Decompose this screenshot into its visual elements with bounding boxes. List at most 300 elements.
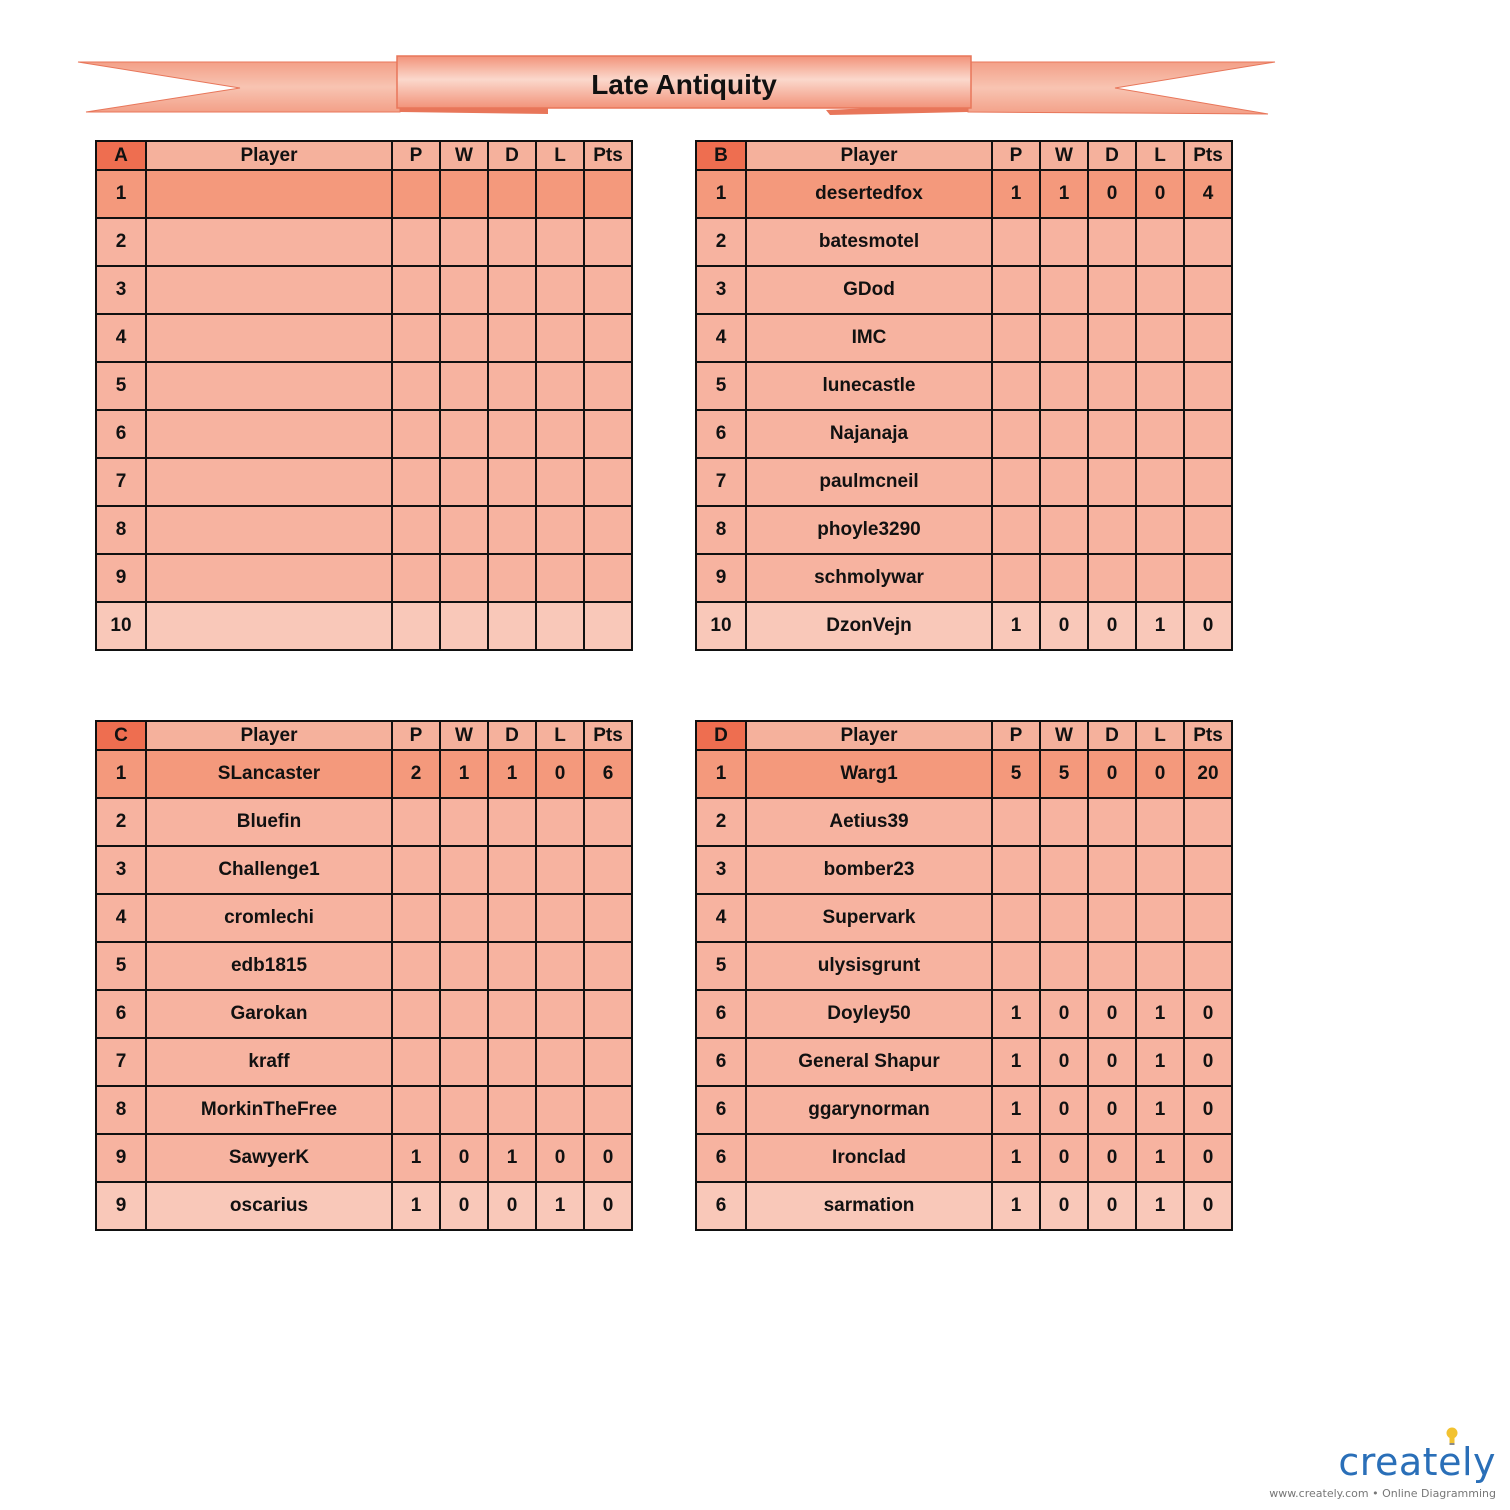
cell-pts: 0 xyxy=(584,1182,632,1230)
cell-p: 1 xyxy=(992,170,1040,218)
cell-l: 1 xyxy=(1136,990,1184,1038)
cell-w xyxy=(440,894,488,942)
table-row xyxy=(96,750,632,798)
cell-d xyxy=(488,458,536,506)
cell-p xyxy=(392,458,440,506)
cell-p: 1 xyxy=(392,1134,440,1182)
cell-l xyxy=(1136,458,1184,506)
cell-l xyxy=(536,506,584,554)
cell-pts xyxy=(584,602,632,650)
cell-p xyxy=(392,314,440,362)
column-header-w: W xyxy=(440,141,488,170)
cell-d: 0 xyxy=(1088,990,1136,1038)
cell-w: 0 xyxy=(1040,990,1088,1038)
cell-l: 0 xyxy=(1136,170,1184,218)
table-row xyxy=(696,314,1232,362)
cell-name: ggarynorman xyxy=(746,1086,992,1134)
cell-w: 1 xyxy=(1040,170,1088,218)
cell-name xyxy=(146,554,392,602)
table-row xyxy=(696,1086,1232,1134)
cell-d xyxy=(488,362,536,410)
cell-l xyxy=(536,942,584,990)
cell-l xyxy=(536,846,584,894)
table-row xyxy=(696,1182,1232,1230)
table-row xyxy=(696,1038,1232,1086)
cell-pts xyxy=(584,894,632,942)
table-row xyxy=(96,990,632,1038)
cell-pts xyxy=(1184,798,1232,846)
cell-w: 0 xyxy=(440,1182,488,1230)
column-header-d: D xyxy=(1088,721,1136,750)
cell-p: 1 xyxy=(992,1134,1040,1182)
table-row xyxy=(696,942,1232,990)
cell-name: Supervark xyxy=(746,894,992,942)
cell-p: 1 xyxy=(992,602,1040,650)
cell-d xyxy=(488,506,536,554)
column-header-l: L xyxy=(536,721,584,750)
cell-pts: 0 xyxy=(1184,1182,1232,1230)
cell-p xyxy=(392,506,440,554)
cell-rank: 8 xyxy=(696,506,746,554)
cell-p xyxy=(992,314,1040,362)
table-row xyxy=(96,1182,632,1230)
cell-name xyxy=(146,362,392,410)
cell-w xyxy=(440,170,488,218)
cell-p xyxy=(992,362,1040,410)
cell-l xyxy=(1136,218,1184,266)
cell-pts: 0 xyxy=(1184,602,1232,650)
cell-w xyxy=(440,458,488,506)
column-header-player: Player xyxy=(146,141,392,170)
table-row xyxy=(696,798,1232,846)
column-header-d: D xyxy=(488,721,536,750)
cell-d xyxy=(1088,218,1136,266)
cell-w xyxy=(440,410,488,458)
cell-pts xyxy=(584,990,632,1038)
cell-pts xyxy=(1184,942,1232,990)
column-header-pts: Pts xyxy=(1184,141,1232,170)
cell-name xyxy=(146,266,392,314)
column-header-p: P xyxy=(392,721,440,750)
cell-w xyxy=(1040,942,1088,990)
cell-rank: 10 xyxy=(96,602,146,650)
cell-name: Ironclad xyxy=(746,1134,992,1182)
cell-d xyxy=(1088,554,1136,602)
cell-rank: 2 xyxy=(696,798,746,846)
cell-d: 1 xyxy=(488,1134,536,1182)
cell-p xyxy=(392,602,440,650)
table-row xyxy=(696,894,1232,942)
cell-p xyxy=(392,554,440,602)
cell-d: 0 xyxy=(1088,1038,1136,1086)
group-table-d xyxy=(695,720,1233,1231)
cell-p: 1 xyxy=(392,1182,440,1230)
table-row xyxy=(696,410,1232,458)
cell-rank: 8 xyxy=(96,1086,146,1134)
column-header-pts: Pts xyxy=(1184,721,1232,750)
cell-rank: 5 xyxy=(96,362,146,410)
column-header-pts: Pts xyxy=(584,141,632,170)
cell-w: 0 xyxy=(1040,1086,1088,1134)
cell-d xyxy=(1088,942,1136,990)
cell-name xyxy=(146,458,392,506)
column-header-d: D xyxy=(1088,141,1136,170)
cell-l: 1 xyxy=(1136,1038,1184,1086)
cell-rank: 5 xyxy=(696,942,746,990)
table-row xyxy=(96,1086,632,1134)
cell-l xyxy=(536,170,584,218)
cell-rank: 6 xyxy=(696,1086,746,1134)
table-row xyxy=(96,1134,632,1182)
cell-l xyxy=(536,218,584,266)
column-header-pts: Pts xyxy=(584,721,632,750)
group-letter: C xyxy=(96,721,146,750)
cell-d: 0 xyxy=(1088,1134,1136,1182)
cell-pts xyxy=(584,1038,632,1086)
cell-name xyxy=(146,170,392,218)
logo-wordmark: creately xyxy=(1338,1440,1496,1484)
table-header xyxy=(96,141,632,170)
cell-name: bomber23 xyxy=(746,846,992,894)
cell-w: 0 xyxy=(1040,1038,1088,1086)
cell-w xyxy=(1040,894,1088,942)
cell-p xyxy=(992,506,1040,554)
column-header-l: L xyxy=(536,141,584,170)
cell-rank: 4 xyxy=(96,894,146,942)
table-row xyxy=(96,170,632,218)
cell-d xyxy=(488,894,536,942)
cell-l xyxy=(1136,846,1184,894)
cell-rank: 4 xyxy=(696,314,746,362)
cell-l xyxy=(1136,798,1184,846)
table-row xyxy=(696,990,1232,1038)
cell-l xyxy=(536,798,584,846)
cell-w xyxy=(440,314,488,362)
column-header-p: P xyxy=(992,721,1040,750)
cell-pts xyxy=(584,218,632,266)
cell-p xyxy=(992,266,1040,314)
cell-l xyxy=(1136,554,1184,602)
cell-name: Doyley50 xyxy=(746,990,992,1038)
cell-rank: 6 xyxy=(96,990,146,1038)
table-header xyxy=(96,721,632,750)
cell-pts: 20 xyxy=(1184,750,1232,798)
cell-l xyxy=(536,1086,584,1134)
cell-name: edb1815 xyxy=(146,942,392,990)
cell-d xyxy=(488,846,536,894)
cell-w xyxy=(1040,846,1088,894)
cell-rank: 3 xyxy=(696,846,746,894)
cell-name: batesmotel xyxy=(746,218,992,266)
cell-d xyxy=(1088,894,1136,942)
table-row xyxy=(696,1134,1232,1182)
cell-name: Aetius39 xyxy=(746,798,992,846)
cell-p xyxy=(992,846,1040,894)
cell-d: 0 xyxy=(1088,750,1136,798)
cell-w xyxy=(1040,314,1088,362)
table-row xyxy=(96,1038,632,1086)
cell-pts xyxy=(584,942,632,990)
cell-l xyxy=(1136,314,1184,362)
column-header-player: Player xyxy=(146,721,392,750)
table-row xyxy=(96,218,632,266)
cell-p xyxy=(392,1086,440,1134)
cell-rank: 2 xyxy=(96,798,146,846)
cell-pts: 6 xyxy=(584,750,632,798)
cell-rank: 3 xyxy=(696,266,746,314)
cell-l: 1 xyxy=(1136,1134,1184,1182)
cell-pts xyxy=(1184,506,1232,554)
cell-name: MorkinTheFree xyxy=(146,1086,392,1134)
column-header-d: D xyxy=(488,141,536,170)
table-row xyxy=(96,458,632,506)
table-row xyxy=(696,750,1232,798)
cell-p xyxy=(392,218,440,266)
table-row xyxy=(96,314,632,362)
cell-d xyxy=(1088,798,1136,846)
cell-name: Najanaja xyxy=(746,410,992,458)
cell-name: GDod xyxy=(746,266,992,314)
cell-p xyxy=(992,894,1040,942)
cell-rank: 9 xyxy=(96,554,146,602)
cell-w: 1 xyxy=(440,750,488,798)
cell-rank: 7 xyxy=(96,1038,146,1086)
cell-p xyxy=(392,894,440,942)
cell-p: 1 xyxy=(992,1038,1040,1086)
cell-l xyxy=(536,894,584,942)
cell-p xyxy=(992,410,1040,458)
cell-rank: 6 xyxy=(96,410,146,458)
cell-d: 0 xyxy=(1088,1182,1136,1230)
table-header xyxy=(696,141,1232,170)
cell-rank: 5 xyxy=(696,362,746,410)
table-header xyxy=(696,721,1232,750)
table-row xyxy=(96,506,632,554)
cell-rank: 1 xyxy=(96,170,146,218)
banner-right-tail xyxy=(968,62,1275,114)
cell-name: kraff xyxy=(146,1038,392,1086)
cell-name xyxy=(146,410,392,458)
cell-w xyxy=(440,1086,488,1134)
cell-rank: 9 xyxy=(96,1182,146,1230)
table-row xyxy=(96,554,632,602)
group-letter: D xyxy=(696,721,746,750)
cell-w xyxy=(1040,458,1088,506)
cell-p: 1 xyxy=(992,1182,1040,1230)
cell-p xyxy=(392,846,440,894)
cell-w: 5 xyxy=(1040,750,1088,798)
cell-w xyxy=(1040,798,1088,846)
cell-d xyxy=(488,942,536,990)
cell-p xyxy=(392,798,440,846)
cell-w xyxy=(1040,362,1088,410)
cell-pts: 4 xyxy=(1184,170,1232,218)
cell-l: 0 xyxy=(536,750,584,798)
cell-name: ulysisgrunt xyxy=(746,942,992,990)
cell-name xyxy=(146,314,392,362)
table-row xyxy=(96,362,632,410)
cell-rank: 6 xyxy=(696,1134,746,1182)
cell-name: oscarius xyxy=(146,1182,392,1230)
cell-name: SawyerK xyxy=(146,1134,392,1182)
cell-rank: 6 xyxy=(696,410,746,458)
cell-pts xyxy=(584,846,632,894)
cell-name xyxy=(146,506,392,554)
cell-rank: 2 xyxy=(696,218,746,266)
table-row xyxy=(96,894,632,942)
cell-p: 5 xyxy=(992,750,1040,798)
cell-l: 1 xyxy=(1136,1086,1184,1134)
cell-l xyxy=(1136,894,1184,942)
cell-pts xyxy=(1184,458,1232,506)
cell-d xyxy=(1088,506,1136,554)
group-table-c xyxy=(95,720,633,1231)
cell-p xyxy=(392,942,440,990)
banner-left-tail xyxy=(78,62,400,112)
cell-d: 0 xyxy=(1088,602,1136,650)
column-header-player: Player xyxy=(746,721,992,750)
cell-d: 0 xyxy=(1088,170,1136,218)
cell-l xyxy=(1136,362,1184,410)
cell-pts: 0 xyxy=(1184,1086,1232,1134)
table-row xyxy=(696,362,1232,410)
cell-pts xyxy=(584,362,632,410)
cell-d: 0 xyxy=(1088,1086,1136,1134)
cell-rank: 6 xyxy=(696,1038,746,1086)
cell-pts xyxy=(1184,410,1232,458)
page-title: Late Antiquity xyxy=(591,69,777,100)
cell-p: 2 xyxy=(392,750,440,798)
cell-pts xyxy=(584,410,632,458)
cell-rank: 1 xyxy=(696,170,746,218)
cell-d xyxy=(1088,458,1136,506)
group-letter: B xyxy=(696,141,746,170)
cell-pts: 0 xyxy=(1184,1038,1232,1086)
cell-p: 1 xyxy=(992,990,1040,1038)
cell-l xyxy=(536,410,584,458)
group-table-a xyxy=(95,140,633,651)
cell-w xyxy=(1040,410,1088,458)
cell-l: 1 xyxy=(1136,1182,1184,1230)
cell-d xyxy=(488,1086,536,1134)
cell-pts xyxy=(1184,894,1232,942)
cell-l xyxy=(1136,506,1184,554)
cell-w xyxy=(440,990,488,1038)
cell-name: General Shapur xyxy=(746,1038,992,1086)
cell-pts xyxy=(1184,314,1232,362)
cell-l xyxy=(536,1038,584,1086)
cell-d xyxy=(1088,410,1136,458)
cell-w xyxy=(1040,554,1088,602)
cell-l xyxy=(536,314,584,362)
cell-w xyxy=(440,554,488,602)
cell-name: Challenge1 xyxy=(146,846,392,894)
cell-d xyxy=(1088,846,1136,894)
cell-name: DzonVejn xyxy=(746,602,992,650)
table-row xyxy=(96,846,632,894)
cell-p xyxy=(392,410,440,458)
table-row xyxy=(696,506,1232,554)
cell-p xyxy=(392,170,440,218)
cell-pts xyxy=(584,266,632,314)
cell-w xyxy=(440,506,488,554)
cell-l xyxy=(1136,410,1184,458)
cell-d: 0 xyxy=(488,1182,536,1230)
cell-rank: 4 xyxy=(96,314,146,362)
column-header-w: W xyxy=(1040,721,1088,750)
cell-p xyxy=(992,942,1040,990)
group-letter: A xyxy=(96,141,146,170)
table-row xyxy=(696,602,1232,650)
logo-tagline: www.creately.com • Online Diagramming xyxy=(1269,1487,1496,1500)
cell-name: Bluefin xyxy=(146,798,392,846)
cell-w xyxy=(1040,506,1088,554)
cell-w xyxy=(440,798,488,846)
cell-pts: 0 xyxy=(1184,990,1232,1038)
cell-w: 0 xyxy=(1040,1182,1088,1230)
cell-l xyxy=(536,990,584,1038)
cell-l: 0 xyxy=(536,1134,584,1182)
column-header-p: P xyxy=(992,141,1040,170)
cell-d xyxy=(488,314,536,362)
cell-p xyxy=(992,218,1040,266)
cell-d xyxy=(1088,362,1136,410)
cell-l: 1 xyxy=(1136,602,1184,650)
table-row xyxy=(96,602,632,650)
cell-d xyxy=(488,218,536,266)
cell-pts: 0 xyxy=(1184,1134,1232,1182)
cell-name: Garokan xyxy=(146,990,392,1038)
cell-d: 1 xyxy=(488,750,536,798)
column-header-l: L xyxy=(1136,141,1184,170)
cell-pts xyxy=(584,458,632,506)
cell-p xyxy=(992,458,1040,506)
cell-pts xyxy=(1184,554,1232,602)
cell-l: 1 xyxy=(536,1182,584,1230)
cell-name: sarmation xyxy=(746,1182,992,1230)
cell-pts xyxy=(584,314,632,362)
cell-pts xyxy=(584,1086,632,1134)
cell-pts xyxy=(1184,362,1232,410)
cell-rank: 7 xyxy=(696,458,746,506)
cell-l xyxy=(536,266,584,314)
cell-pts xyxy=(1184,218,1232,266)
cell-rank: 9 xyxy=(696,554,746,602)
cell-pts xyxy=(1184,266,1232,314)
column-header-p: P xyxy=(392,141,440,170)
cell-l xyxy=(536,458,584,506)
cell-pts: 0 xyxy=(584,1134,632,1182)
cell-name: phoyle3290 xyxy=(746,506,992,554)
cell-name: cromlechi xyxy=(146,894,392,942)
cell-d xyxy=(488,1038,536,1086)
cell-rank: 4 xyxy=(696,894,746,942)
cell-pts xyxy=(1184,846,1232,894)
group-table-b xyxy=(695,140,1233,651)
cell-d xyxy=(488,170,536,218)
cell-rank: 5 xyxy=(96,942,146,990)
table-row xyxy=(696,846,1232,894)
column-header-w: W xyxy=(440,721,488,750)
column-header-w: W xyxy=(1040,141,1088,170)
cell-pts xyxy=(584,170,632,218)
cell-name: paulmcneil xyxy=(746,458,992,506)
cell-d xyxy=(1088,314,1136,362)
table-row xyxy=(96,798,632,846)
cell-d xyxy=(488,410,536,458)
cell-p xyxy=(392,266,440,314)
cell-w: 0 xyxy=(1040,1134,1088,1182)
